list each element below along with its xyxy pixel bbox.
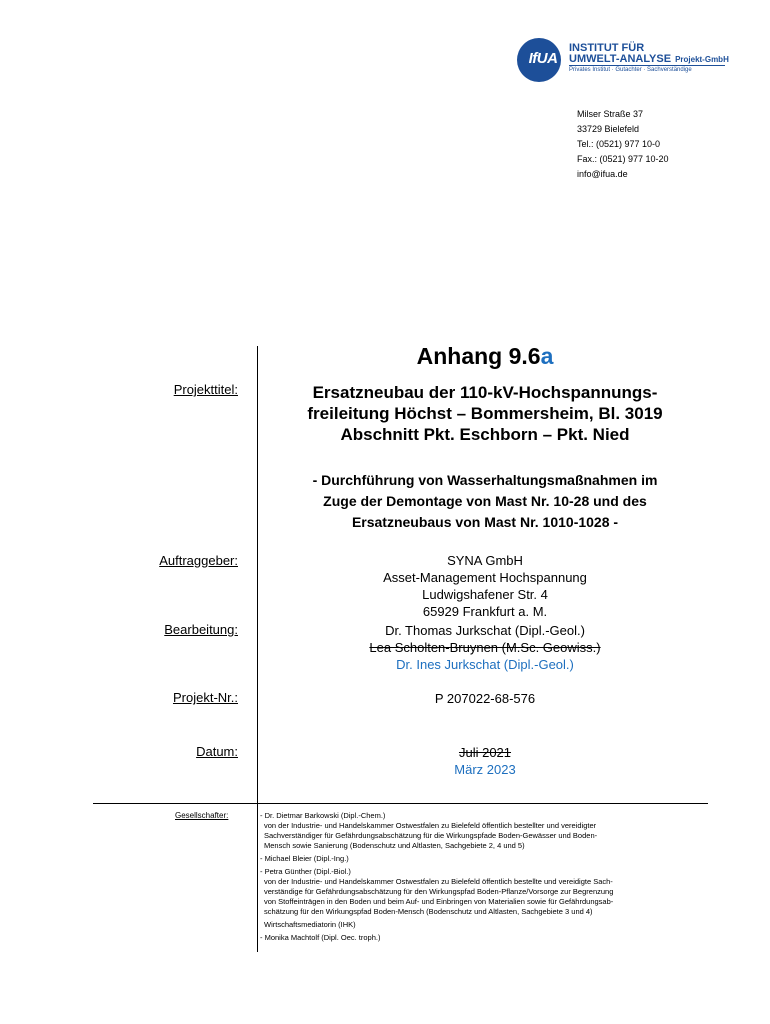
logo-line1: INSTITUT FÜR: [569, 42, 645, 54]
project-title-line2: freileitung Höchst – Bommersheim, Bl. 3019: [307, 404, 663, 423]
gesellschafter-item1-desc3: Mensch sowie Sanierung (Bodenschutz und Altlasten, Sachgebiete 2, 4 und 5): [264, 841, 525, 850]
auftraggeber-line4: 65929 Frankfurt a. M.: [422, 604, 548, 619]
gesellschafter-item3-desc4: schätzung für den Wirkungspfad Boden-Mensch (Bodenschutz und Altlasten, Sachgebiete 3 und 4): [264, 907, 593, 916]
datum-old: Juli 2021: [458, 745, 512, 760]
project-title: [260, 382, 710, 445]
anhang-main: Anhang 9.6: [416, 343, 541, 369]
vertical-divider: [257, 346, 258, 952]
datum-new: März 2023: [454, 762, 516, 777]
project-subtitle: [260, 470, 710, 533]
bearbeitung-person2-struck: Lea Scholten-Bruynen (M.Sc. Geowiss.): [369, 640, 601, 655]
gesellschafter-item1-name: - Dr. Dietmar Barkowski (Dipl.-Chem.): [260, 811, 386, 820]
list-item: [260, 933, 700, 943]
bearbeitung-block: [260, 622, 710, 673]
gesellschafter-item3-desc3: von Stoffeinträgen in den Boden und beim Auf- und Einbringen von Materialien sowie für Gefährdungsab-: [264, 897, 614, 906]
company-address: [577, 107, 669, 182]
document-title: [260, 343, 710, 370]
auftraggeber-line2: Asset-Management Hochspannung: [383, 570, 587, 585]
address-fax: Fax.: (0521) 977 10-20: [577, 154, 669, 164]
list-item: [260, 811, 700, 851]
gesellschafter-list: [260, 811, 700, 946]
anhang-suffix: a: [540, 343, 554, 369]
label-projektnr: Projekt-Nr.:: [172, 690, 238, 705]
projekt-nr: P 207022-68-576: [434, 691, 536, 706]
gesellschafter-item1-desc2: Sachverständiger für Gefährdungsabschätzung für die Wirkungspfade Boden-Gewässer und Boden-: [264, 831, 598, 840]
label-datum: Datum:: [196, 744, 238, 759]
auftraggeber-line3: Ludwigshafener Str. 4: [422, 587, 548, 602]
auftraggeber-block: [260, 552, 710, 620]
label-gesellschafter: Gesellschafter:: [175, 811, 229, 820]
logo-mark: IfUA: [528, 50, 558, 67]
gesellschafter-item3-desc1: von der Industrie- und Handelskammer Ostwestfalen zu Bielefeld öffentlich bestellte und vereidigte Sach-: [264, 877, 613, 886]
list-item: [260, 854, 700, 864]
address-street: Milser Straße 37: [577, 109, 644, 119]
subtitle-line3: Ersatzneubaus von Mast Nr. 1010-1028 -: [351, 514, 619, 530]
gesellschafter-item3-name: - Petra Günther (Dipl.-Biol.): [260, 867, 351, 876]
project-title-line1: Ersatzneubau der 110-kV-Hochspannungs-: [312, 383, 658, 402]
logo-line2-main: UMWELT-ANALYSE: [569, 53, 672, 65]
auftraggeber-line1: SYNA GmbH: [447, 553, 523, 568]
gesellschafter-item3-desc2: verständige für Gefährdungsabschätzung für den Wirkungspfad Boden-Pflanze/Vorsorge zur Begrenzung: [264, 887, 614, 896]
bearbeitung-person1: Dr. Thomas Jurkschat (Dipl.-Geol.): [385, 623, 585, 638]
address-city: 33729 Bielefeld: [577, 124, 640, 134]
horizontal-divider: [93, 803, 708, 804]
label-projekttitel: Projekttitel:: [173, 382, 238, 397]
logo-tagline: Privates Institut · Gutachter · Sachverständige: [569, 67, 692, 73]
logo-line2: [569, 53, 729, 65]
gesellschafter-item2: - Michael Bleier (Dipl.-Ing.): [260, 854, 349, 863]
label-bearbeitung: Bearbeitung:: [164, 622, 238, 637]
subtitle-line1: - Durchführung von Wasserhaltungsmaßnahmen im: [312, 472, 658, 488]
subtitle-line2: Zuge der Demontage von Mast Nr. 10-28 und des: [323, 493, 647, 509]
logo-line2-suffix: Projekt-GmbH: [675, 55, 729, 64]
bearbeitung-person3: Dr. Ines Jurkschat (Dipl.-Geol.): [396, 657, 574, 672]
datum-block: [260, 744, 710, 778]
gesellschafter-item1-desc1: von der Industrie- und Handelskammer Ostwestfalen zu Bielefeld öffentlich bestellter und vereidigter: [264, 821, 597, 830]
list-item: [260, 867, 700, 930]
project-title-line3: Abschnitt Pkt. Eschborn – Pkt. Nied: [340, 425, 630, 444]
address-tel: Tel.: (0521) 977 10-0: [577, 139, 661, 149]
label-auftraggeber: Auftraggeber:: [159, 553, 238, 568]
company-logo: [517, 36, 727, 86]
gesellschafter-item4: - Monika Machtolf (Dipl. Oec. troph.): [260, 933, 381, 942]
address-email: info@ifua.de: [577, 169, 628, 179]
logo-rule: [569, 65, 725, 66]
gesellschafter-item3-desc5: Wirtschaftsmediatorin (IHK): [264, 920, 356, 929]
